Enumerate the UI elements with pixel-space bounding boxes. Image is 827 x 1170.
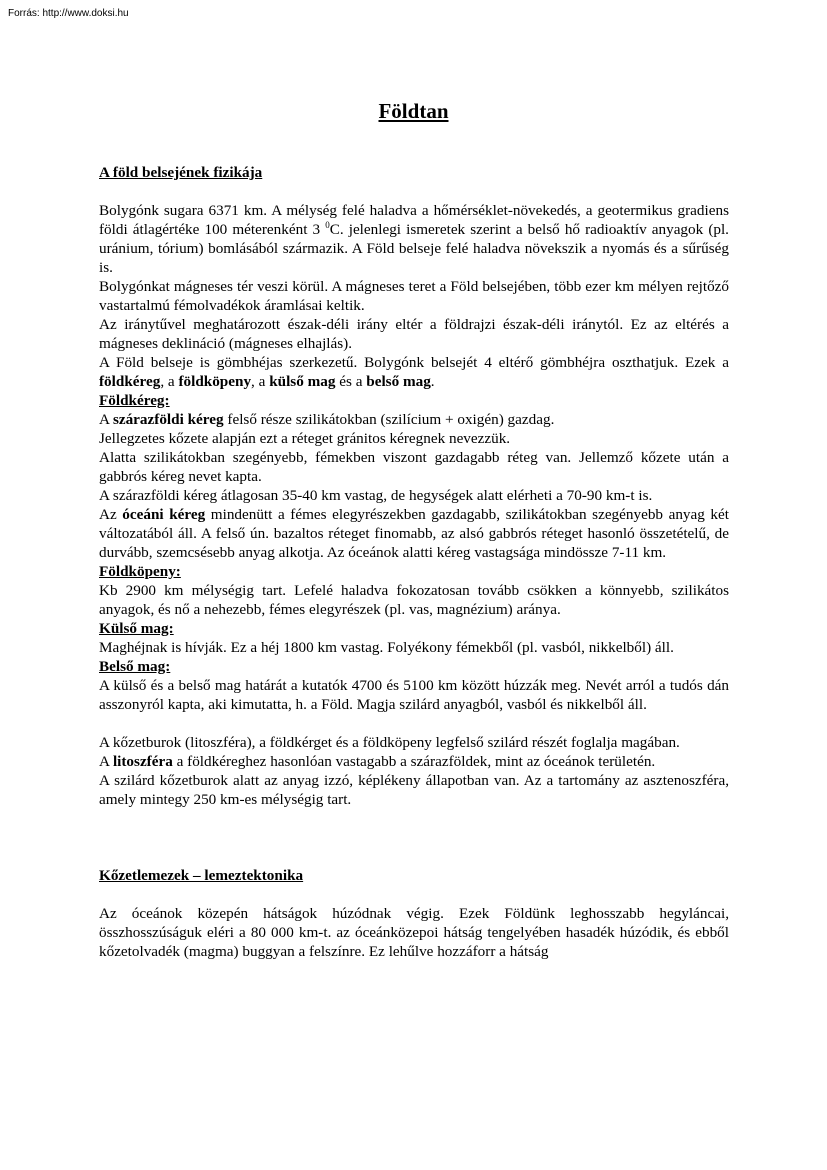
paragraph-granite: Jellegzetes kőzete alapján ezt a réteget gránitos kéregnek nevezzük. xyxy=(99,430,511,447)
paragraph-mantle: Kb 2900 km mélységig tart. Lefelé haladva fokozatosan tovább csökken a könnyebb, szilikátos anyagok, és nő a nehezebb, fémes elegyrészek (pl. vas, magnézium) aránya. xyxy=(99,582,729,618)
paragraph-lithosphere-thickness: A litoszféra a földkéreghez hasonlóan vastagabb a szárazföldek, mint az óceánok területén. xyxy=(99,753,656,770)
paragraph-outer-core: Maghéjnak is hívják. Ez a héj 1800 km vastag. Folyékony fémekből (pl. vasból, nikkelből) áll. xyxy=(99,639,674,656)
subheading-inner-core: Belső mag: xyxy=(99,658,171,675)
section-heading-earth-interior: A föld belsejének fizikája xyxy=(99,164,263,181)
paragraph-asthenosphere: A szilárd kőzetburok alatt az anyag izzó, képlékeny állapotban van. Az a tartomány az asztenoszféra, amely mintegy 250 km-es mélységig tart. xyxy=(99,772,729,808)
paragraph-radius: Bolygónk sugara 6371 km. A mélység felé haladva a hőmérséklet-növekedés, a geotermikus gradiens földi átlagértéke 100 méterenként 3 $^0$C. jelenlegi ismeretek szerint a belső hő radioaktív anyagok (pl. uránium, tórium) bomlásából származik. A Föld belseje felé haladva növekszik a nyomás és a sűrűség is. xyxy=(99,202,729,276)
paragraph-lithosphere: A kőzetburok (litoszféra), a földkérget és a földköpeny legfelső szilárd részét foglalja magában. xyxy=(99,734,680,751)
paragraph-magnetic-field: Bolygónkat mágneses tér veszi körül. A mágneses teret a Föld belsejében, több ezer km mélyen rejtőző vastartalmú fémolvadékok áramlásai keltik. xyxy=(99,278,729,314)
paragraph-ridges: Az óceánok közepén hátságok húzódnak végig. Ezek Földünk leghosszabb hegyláncai, összhosszúságuk eléri a 80 000 km-t. az óceánközepoi hátság tengelyében hasadék húzódik, és ebből kőzetolvadék (magma) buggyan a felszínre. Ez lehűlve hozzáforr a hátság xyxy=(99,905,729,960)
paragraph-continental-crust: A szárazföldi kéreg felső része szilikátokban (szilícium + oxigén) gazdag. xyxy=(99,411,555,428)
degree-superscript: 0 xyxy=(325,219,330,230)
section-heading-plate-tectonics: Kőzetlemezek – lemeztektonika xyxy=(99,867,304,884)
paragraph-gabbro: Alatta szilikátokban szegényebb, fémekben viszont gazdagabb réteg van. Jellemző kőzete után a gabbrós kéreg nevet kapta. xyxy=(99,449,729,485)
subheading-crust: Földkéreg: xyxy=(99,392,170,409)
paragraph-layers: A Föld belseje is gömbhéjas szerkezetű. Bolygónk belsejét 4 eltérő gömbhéjra oszthatjuk. Ezek a földkéreg, a földköpeny, a külső mag és a belső mag. xyxy=(99,354,729,390)
page-title: Földtan xyxy=(378,99,449,123)
paragraph-declination: Az iránytűvel meghatározott észak-déli irány eltér a földrajzi észak-déli iránytól. Ez az eltérés a mágneses deklináció (mágneses elhajlás). xyxy=(99,316,729,352)
source-line: Forrás: http://www.doksi.hu xyxy=(8,8,129,19)
paragraph-inner-core: A külső és a belső mag határát a kutatók 4700 és 5100 km között húzzák meg. Nevét arról a tudós dán asszonyról kapta, aki kimutatta, h. a Föld. Magja szilárd anyagból, vasból és nikkelből áll. xyxy=(99,677,729,713)
paragraph-crust-thickness: A szárazföldi kéreg átlagosan 35-40 km vastag, de hegységek alatt elérheti a 70-90 km-t is. xyxy=(99,487,653,504)
paragraph-oceanic-crust: Az óceáni kéreg mindenütt a fémes elegyrészekben gazdagabb, szilikátokban szegényebb anyag két változatából áll. A felső ún. bazaltos réteget finomabb, az alsó gabbrós réteget hasonló összetételű, de durvább, szemcsésebb anyag alkotja. Az óceánok alatti kéreg vastagsága mindössze 7-11 km. xyxy=(99,506,729,561)
subheading-outer-core: Külső mag: xyxy=(99,620,174,637)
subheading-mantle: Földköpeny: xyxy=(99,563,181,580)
document-body xyxy=(99,163,729,961)
